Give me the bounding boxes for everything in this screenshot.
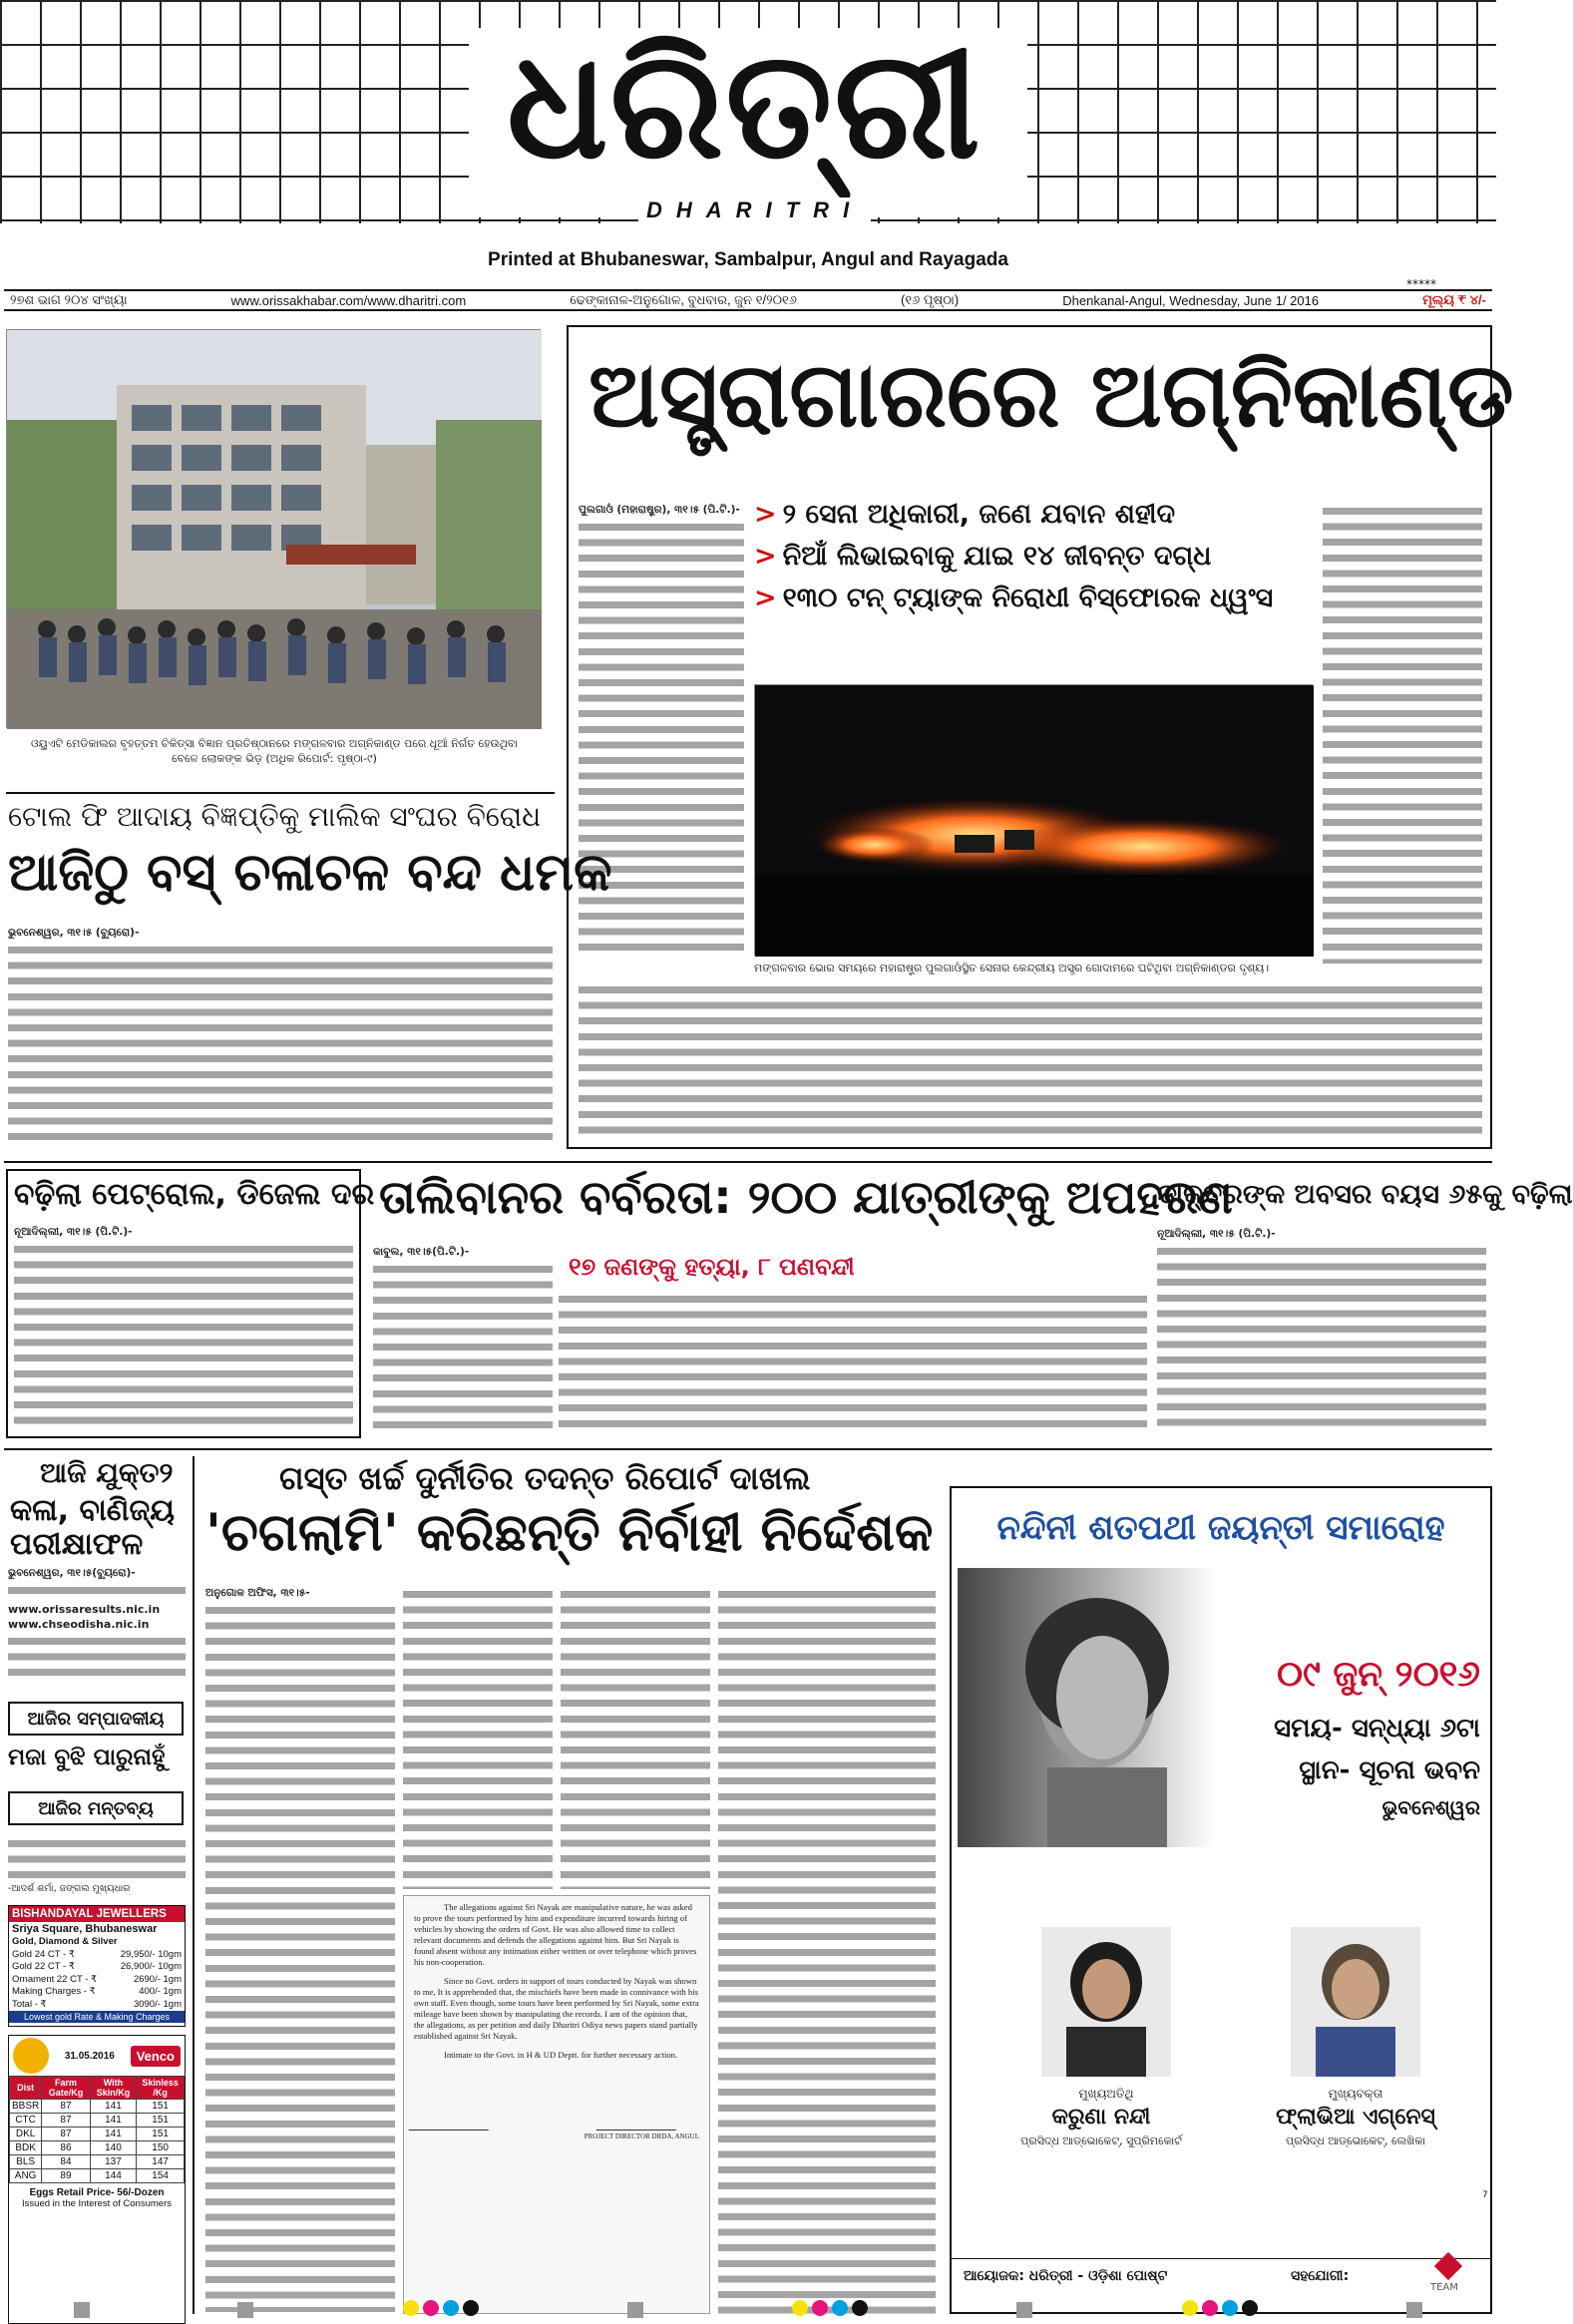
- jewellers-row-label: Gold, Diamond & Silver: [12, 1936, 118, 1947]
- signature-right-icon: [596, 2101, 687, 2130]
- egg-retail-price: Eggs Retail Price- 56/-Dozen: [29, 2187, 165, 2198]
- document-signatures: [414, 2101, 699, 2142]
- gray-swatch-icon: [627, 2302, 643, 2318]
- comment-label: ଆଜିର ମନ୍ତବ୍ୟ: [8, 1791, 184, 1825]
- masthead-logo: ଧରିତ୍ରୀ: [489, 30, 1000, 180]
- taliban-text: [373, 1245, 553, 1434]
- table-cell: 151: [137, 2114, 185, 2128]
- team-logo-icon: [1434, 2252, 1462, 2280]
- venco-logo-icon: [13, 2038, 49, 2074]
- egg-table-header: Skinless /Kg: [137, 2077, 185, 2100]
- signature-left-icon: [409, 2101, 500, 2130]
- table-row: [10, 2100, 185, 2114]
- registration-marks: [0, 2300, 1496, 2320]
- document-paragraph-2: Since no Govt. orders in support of tours conducted by Nayak was shown to me, It is apprehended that, the mischiefs have been made in connivance with his own staff. Even though, some tours have been performed by Sri Nayak, some extra mileage have been shown by manipulating the records. I am of the opinion that, the allegations, as per petition and daily Dharitri Odiya news papers stand partially established against Sri Nayak.: [414, 1976, 699, 2041]
- audit-dateline: ଅନୁଗୋଳ ଅଫିସ, ୩୧।୫-: [205, 1587, 310, 1599]
- petrol-dateline: ନୂଆଦିଲ୍ଲୀ, ୩୧।୫ (ପି.ଟି.)-: [14, 1226, 133, 1238]
- table-cell: 144: [90, 2169, 137, 2183]
- lead-bullet-3: > ୧୩୦ ଟନ୍ ଟ୍ୟାଙ୍କ ନିରୋଧୀ ବିସ୍ଫୋରକ ଧ୍ୱଂସ: [754, 582, 1274, 613]
- guest2-name: ଫ୍ଲାଭିଆ ଏଗ୍ନେସ୍: [1276, 2105, 1435, 2130]
- table-cell: 87: [42, 2100, 90, 2114]
- event-title: ନନ୍ଦିନୀ ଶତପଥୀ ଜୟନ୍ତୀ ସମାରୋହ: [996, 1508, 1445, 1548]
- event-city: ଭୁବନେଶ୍ୱର: [1381, 1795, 1480, 1819]
- page-number: 7: [1482, 2190, 1488, 2200]
- lead-bullet-3-text: ୧୩୦ ଟନ୍ ଟ୍ୟାଙ୍କ ନିରୋଧୀ ବିସ୍ଫୋରକ ଧ୍ୱଂସ: [782, 582, 1274, 613]
- table-cell: 140: [90, 2141, 137, 2155]
- table-cell: DKL: [10, 2128, 42, 2141]
- gray-swatch-icon: [74, 2302, 90, 2318]
- bus-text: [8, 926, 553, 1149]
- jewellers-rates: [9, 1936, 185, 2011]
- egg-rates-ad: [8, 2035, 186, 2324]
- edition-date-odia: ଢେଙ୍କାନାଳ-ଅନୁଗୋଳ, ବୁଧବାର, ଜୁନ ୧/୨୦୧୬: [570, 292, 797, 307]
- printed-at: Printed at Bhubaneswar, Sambalpur, Angul and Rayagada: [488, 249, 1008, 270]
- team-logo-label: TEAM: [1430, 2282, 1458, 2293]
- jewellers-row-label: Gold 22 CT - ₹: [12, 1961, 75, 1972]
- table-cell: 89: [42, 2169, 90, 2183]
- table-cell: 151: [137, 2100, 185, 2114]
- guest1-name: କରୁଣା ନନ୍ଦୀ: [1051, 2105, 1151, 2130]
- jewellers-row-label: Making Charges - ₹: [12, 1986, 96, 1997]
- table-cell: ANG: [10, 2169, 42, 2183]
- event-date: ୦୯ ଜୁନ୍ ୨୦୧୬: [1276, 1654, 1480, 1695]
- gray-swatch-icon: [237, 2302, 253, 2318]
- egg-table-header: Farm Gate/Kg: [42, 2077, 90, 2100]
- egg-table-header: Dist: [10, 2077, 42, 2100]
- dateline-bar: [4, 289, 1492, 311]
- editorial-title: ମଜା ବୁଝି ପାରୁନାହୁଁ: [8, 1744, 166, 1770]
- fire-photo: [754, 684, 1313, 956]
- rule-row3-top: [4, 1448, 1492, 1450]
- event-ad: [950, 1486, 1492, 2314]
- lead-text-col4: [1323, 503, 1482, 964]
- egg-ad-date: 31.05.2016: [64, 2050, 115, 2062]
- table-cell: BDK: [10, 2141, 42, 2155]
- taliban-text-2: [559, 1291, 1147, 1434]
- hospital-photo: [6, 329, 541, 728]
- lead-dateline: ପୁଲଗାଓଁ (ମହାରାଷ୍ଟ୍ର), ୩୧।୫ (ପି.ଟି.)-: [579, 504, 740, 516]
- lead-bullet-2: > ନିଆଁ ଲିଭାଇବାକୁ ଯାଇ ୧୪ ଜୀବନ୍ତ ଦଗ୍ଧ: [754, 541, 1212, 572]
- editorial-label: ଆଜିର ସମ୍ପାଦକୀୟ: [8, 1702, 184, 1736]
- guest2-role: ମୁଖ୍ୟବକ୍ତା: [1328, 2087, 1383, 2101]
- doctors-text: [1157, 1227, 1486, 1434]
- event-footer-rule: [952, 2258, 1490, 2259]
- rule-bus-top: [6, 792, 555, 794]
- table-row: [10, 2141, 185, 2155]
- petrol-headline: ବଢ଼ିଲା ପେଟ୍ରୋଲ, ଡିଜେଲ ଦର: [14, 1177, 375, 1212]
- table-cell: 147: [137, 2155, 185, 2169]
- lead-bullet-1: > ୨ ସେନା ଅଧିକାରୀ, ଜଣେ ଯବାନ ଶହୀଦ: [754, 499, 1176, 530]
- gray-swatch-icon: [1406, 2302, 1422, 2318]
- table-cell: 141: [90, 2100, 137, 2114]
- signature-right-title: PROJECT DIRECTOR DRDA, ANGUL: [584, 2132, 699, 2140]
- bus-headline: ଆଜିଠୁ ବସ୍ ଚଳାଚଳ ବନ୍ଦ ଧମକ: [8, 843, 612, 903]
- event-sponsor: ସହଯୋଗୀ:: [1291, 2268, 1350, 2284]
- guest1-photo: [1041, 1927, 1171, 2077]
- jewellers-row-label: Total - ₹: [12, 1998, 47, 2010]
- table-cell: 141: [90, 2114, 137, 2128]
- edition-date-english: Dhenkanal-Angul, Wednesday, June 1/ 2016: [1062, 292, 1320, 308]
- website-urls: www.orissakhabar.com/www.dharitri.com: [230, 292, 467, 308]
- guest2-desc: ପ୍ରସିଦ୍ଧ ଆଡ୍‌ଭୋକେଟ୍, ଲେଖିକା: [1286, 2134, 1425, 2147]
- jewellers-row-label: Ornament 22 CT - ₹: [12, 1973, 98, 1985]
- table-row: [10, 2114, 185, 2128]
- cmyk-dots-icon: [790, 2300, 870, 2320]
- jewellers-address: Sriya Square, Bhubaneswar: [12, 1923, 158, 1935]
- egg-table-header: With Skin/Kg: [90, 2077, 137, 2100]
- jewellers-footer: Lowest gold Rate & Making Charges: [9, 2011, 185, 2023]
- bus-kicker: ଟୋଲ ଫି ଆଦାୟ ବିଜ୍ଞପ୍ତିକୁ ମାଲିକ ସଂଘର ବିରୋଧ: [8, 800, 542, 833]
- table-row: [10, 2128, 185, 2141]
- plus2-url2: www.chseodisha.nic.in: [8, 1618, 150, 1632]
- event-organizer: ଆୟୋଜକ: ଧରିତ୍ରୀ - ଓଡ଼ିଶା ପୋଷ୍ଟ: [964, 2268, 1168, 2284]
- event-venue: ସ୍ଥାନ- ସୂଚନା ଭବନ: [1299, 1755, 1480, 1785]
- page-count: (୧୬ ପୃଷ୍ଠା): [901, 292, 960, 307]
- masthead-latin: DHARITRI: [638, 197, 871, 223]
- table-cell: 87: [42, 2128, 90, 2141]
- cmyk-dots-icon: [401, 2300, 481, 2320]
- audit-text-col1: [205, 1586, 395, 2314]
- guest1-desc: ପ୍ରସିଦ୍ଧ ଆଡ୍‌ଭୋକେଟ୍, ସୁପ୍ରିମକୋର୍ଟ: [1020, 2134, 1182, 2147]
- table-cell: 151: [137, 2128, 185, 2141]
- issue-number: ୨୭ଶ ଭାଗ ୨୦୪ ସଂଖ୍ୟା: [10, 292, 128, 307]
- document-paragraph-3: Intimate to the Govt. in H & UD Deptt. for further necessary action.: [444, 2050, 678, 2060]
- audit-kicker: ଗସ୍ତ ଖର୍ଚ୍ଚ ଦୁର୍ନୀତିର ତଦନ୍ତ ରିପୋର୍ଟ ଦାଖଲ: [279, 1459, 811, 1497]
- jewellers-row-value: 400/- 1gm: [139, 1986, 182, 1997]
- table-cell: CTC: [10, 2114, 42, 2128]
- guest1-role: ମୁଖ୍ୟଅତିଥି: [1078, 2087, 1134, 2101]
- event-time: ସମୟ- ସନ୍ଧ୍ୟା ୬ଟା: [1274, 1714, 1480, 1743]
- audit-headline: 'ଚଗଲାମି' କରିଛନ୍ତି ନିର୍ବାହୀ ନିର୍ଦ୍ଦେଶକ: [205, 1503, 934, 1563]
- gray-swatch-icon: [1016, 2302, 1032, 2318]
- lead-bullets: [754, 499, 1313, 614]
- jewellers-row-value: 29,950/- 10gm: [120, 1948, 182, 1960]
- audit-text-col4: [718, 1586, 936, 2314]
- document-paragraph-1: The allegations against Sri Nayak are manipulative nature, he was asked to prove the tours performed by him and expenditure incurred towards hiring of vehicles by showing the orders of Govt. He was also allowed time to collect relevant documents and defends the allegations against him. But Sri Nayak is found absent without any intimation either written or over telephone which proves his non-cooperation.: [414, 1902, 697, 1967]
- taliban-subhead: ୧୭ ଜଣଙ୍କୁ ହତ୍ୟା, ୮ ପଣବନ୍ଦୀ: [569, 1253, 855, 1281]
- nandini-portrait: [958, 1568, 1217, 1847]
- fire-photo-caption: ମଙ୍ଗଳବାର ଭୋର ସମୟରେ ମହାରାଷ୍ଟ୍ର ପୁଲଗାଓଁସ୍ଥିତ ସେନାର କେନ୍ଦ୍ରୀୟ ଅସ୍ତ୍ର ଗୋଦାମରେ ଘଟିଥିବା ଅଗ୍ନିକାଣ୍ଡର ଦୃଶ୍ୟ।: [754, 962, 1270, 974]
- table-row: [10, 2169, 185, 2183]
- egg-issued-note: Issued in the Interest of Consumers: [22, 2198, 172, 2209]
- lead-bullet-2-text: ନିଆଁ ଲିଭାଇବାକୁ ଯାଇ ୧୪ ଜୀବନ୍ତ ଦଗ୍ଧ: [782, 541, 1212, 572]
- doctors-headline: ଡାକ୍ତରଙ୍କ ଅବସର ବୟସ ୬୫କୁ ବଢ଼ିଲା: [1157, 1179, 1573, 1210]
- jewellers-ad: [8, 1905, 186, 2027]
- taliban-headline: ତାଲିବାନର ବର୍ବରତା: ୨୦୦ ଯାତ୍ରୀଙ୍କୁ ଅପହରଣ: [379, 1170, 1233, 1224]
- petrol-text: [14, 1225, 353, 1430]
- plus2-dateline: ଭୁବନେଶ୍ୱର, ୩୧।୫(ବ୍ୟୁରୋ)-: [8, 1567, 136, 1579]
- price: ମୂଲ୍ୟ ₹ ୪/-: [1422, 292, 1486, 307]
- table-cell: 154: [137, 2169, 185, 2183]
- jewellers-row-value: 26,900/- 10gm: [120, 1961, 182, 1972]
- table-cell: BLS: [10, 2155, 42, 2169]
- plus2-url1: www.orissaresults.nic.in: [8, 1602, 161, 1616]
- audit-text-col3: [561, 1586, 710, 1889]
- table-cell: 87: [42, 2114, 90, 2128]
- comment-text: [8, 1835, 186, 1881]
- jewellers-row-label: Gold 24 CT - ₹: [12, 1948, 75, 1960]
- plus2-headline: କଳା, ବାଣିଜ୍ୟ ପରୀକ୍ଷାଫଳ: [10, 1493, 175, 1562]
- rule-left-col: [193, 1456, 195, 2314]
- table-cell: 137: [90, 2155, 137, 2169]
- plus2-text: [8, 1566, 186, 1696]
- table-row: [10, 2155, 185, 2169]
- taliban-dateline: କାବୁଲ, ୩୧।୫(ପି.ଟି.)-: [373, 1246, 470, 1258]
- audit-text-col2: [403, 1586, 553, 1889]
- bus-dateline: ଭୁବନେଶ୍ୱର, ୩୧।୫ (ବ୍ୟୁରୋ)-: [8, 927, 140, 939]
- table-cell: 141: [90, 2128, 137, 2141]
- jewellers-row-value: 3090/- 1gm: [133, 1998, 182, 2010]
- table-cell: 84: [42, 2155, 90, 2169]
- table-cell: 86: [42, 2141, 90, 2155]
- plus2-kicker: ଆଜି ଯୁକ୍ତ୨: [40, 1456, 174, 1489]
- doctors-dateline: ନୂଆଦିଲ୍ଲୀ, ୩୧।୫ (ପି.ଟି.)-: [1157, 1228, 1276, 1240]
- comment-author: -ଆଦର୍ଶ ଶର୍ମା, ଜଙ୍ଗଲ ମୁଖ୍ୟଧାର: [8, 1883, 131, 1894]
- signature-right: [585, 2101, 699, 2142]
- stars: *****: [1406, 277, 1436, 291]
- lead-text-bottom: [579, 981, 1482, 1137]
- cmyk-dots-icon: [1180, 2300, 1260, 2320]
- guest2-photo: [1291, 1927, 1420, 2077]
- egg-ad-brand: Venco: [131, 2046, 181, 2067]
- table-cell: 150: [137, 2141, 185, 2155]
- lead-headline: ଅସ୍ତ୍ରାଗାରରେ ଅଗ୍ନିକାଣ୍ଡ: [589, 343, 1514, 448]
- egg-rates-table: [9, 2076, 185, 2183]
- rule-row2-top: [4, 1161, 1492, 1163]
- document-scan: [403, 1895, 710, 2314]
- jewellers-name: BISHANDAYAL JEWELLERS: [9, 1906, 185, 1922]
- lead-bullet-1-text: ୨ ସେନା ଅଧିକାରୀ, ଜଣେ ଯବାନ ଶହୀଦ: [782, 499, 1176, 530]
- hospital-photo-caption: ଓୟୁଏଟି ମେଡିକାଲର ବୃହତ୍ତମ ଚିକିତ୍ସା ବିଜ୍ଞାନ ପ୍ରତିଷ୍ଠାନରେ ମଙ୍ଗଳବାର ଅଗ୍ନିକାଣ୍ଡ ପରେ ଧୂଆଁ ନିର୍ଗତ ହେଉଥିବା ବେଳେ ଲୋକଙ୍କ ଭିଡ଼ (ଅଧିକ ରିପୋର୍ଟ: ପୃଷ୍ଠା-୯): [31, 737, 518, 765]
- jewellers-row-value: 2690/- 1gm: [133, 1973, 182, 1985]
- table-cell: BBSR: [10, 2100, 42, 2114]
